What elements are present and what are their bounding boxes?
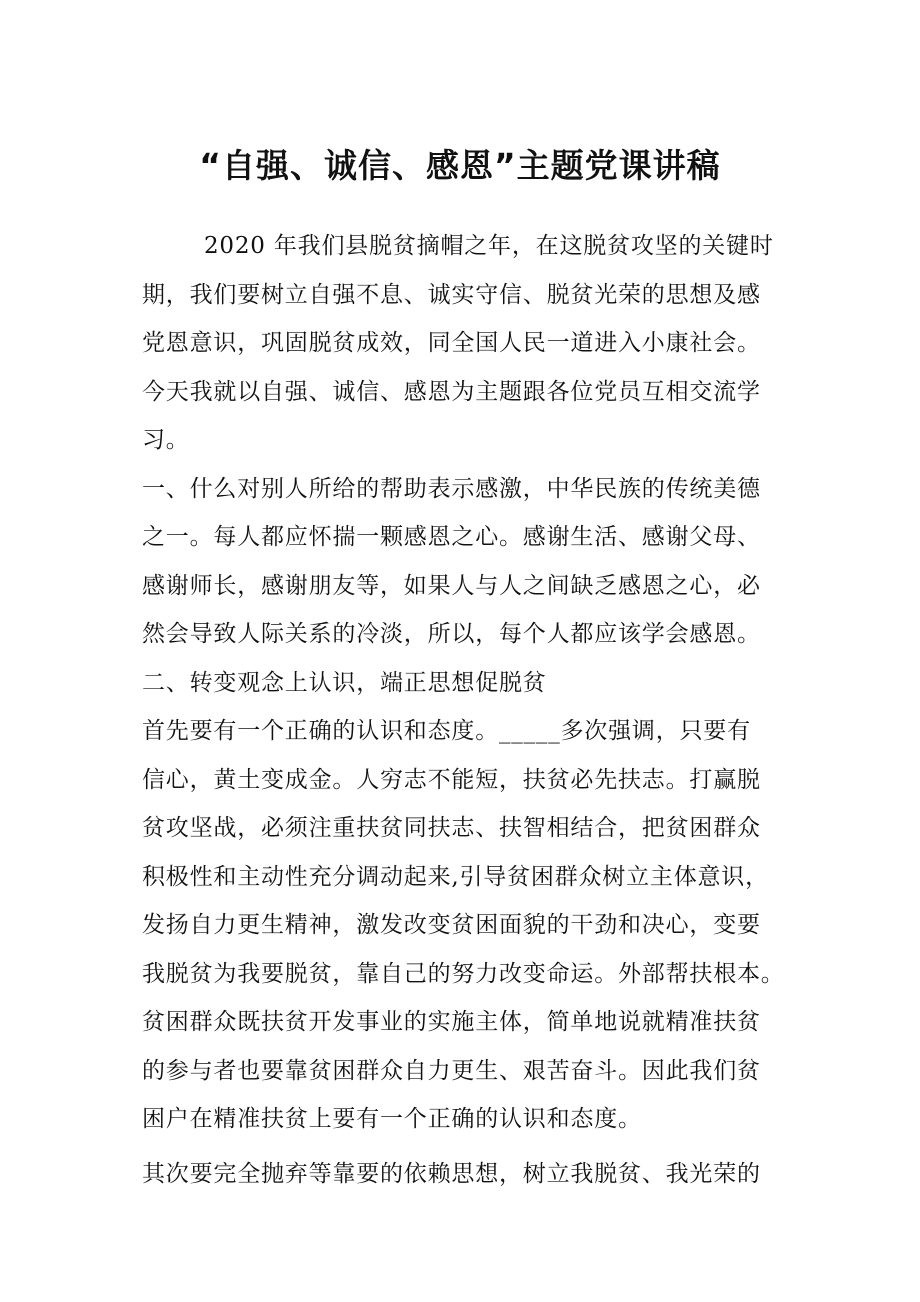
paragraph-line: 首先要有一个正确的认识和态度。_____多次强调，只要有 [142,718,751,744]
document-body [142,222,802,1198]
paragraph-line: 期，我们要树立自强不息、诚实守信、脱贫光荣的思想及感 [142,281,761,308]
paragraph-line: 之一。每人都应怀揣一颗感恩之心。感谢生活、感谢父母、 [142,524,761,550]
paragraph-line: 的参与者也要靠贫困群众自力更生、艰苦奋斗。因此我们贫 [142,1057,761,1084]
paragraph-line: 我脱贫为我要脱贫，靠自己的努力改变命运。外部帮扶根本。 [142,960,785,987]
paragraph-line: 今天我就以自强、诚信、感恩为主题跟各位党员互相交流学 [142,378,761,405]
paragraph-line: 党恩意识，巩固脱贫成效，同全国人民一道进入小康社会。 [142,330,761,356]
paragraph-line: 习。 [142,427,190,453]
paragraph-line: 发扬自力更生精神，激发改变贫困面貌的干劲和决心，变要 [142,912,761,938]
section-heading-line: 一、什么对别人所给的帮助表示感激，中华民族的传统美德 [142,475,761,502]
paragraph-line: 感谢师长，感谢朋友等，如果人与人之间缺乏感恩之心，必 [142,572,761,599]
paragraph-line: 然会导致人际关系的冷淡，所以，每个人都应该学会感恩。 [142,621,761,647]
paragraph-line: 信心，黄土变成金。人穷志不能短，扶贫必先扶志。打赢脱 [142,766,761,793]
paragraph-line: 贫困群众既扶贫开发事业的实施主体，简单地说就精准扶贫 [142,1009,761,1035]
paragraph-line: 2020 年我们县脱贫摘帽之年，在这脱贫攻坚的关键时 [204,233,774,259]
paragraph-line: 贫攻坚战，必须注重扶贫同扶志、扶智相结合，把贫困群众 [142,815,761,841]
paragraph-line: 困户在精准扶贫上要有一个正确的认识和态度。 [142,1106,642,1132]
section-heading: 二、转变观念上认识，端正思想促脱贫 [142,669,547,696]
document-title: “自强、诚信、感恩”主题党课讲稿 [199,146,721,185]
paragraph-line: 其次要完全抛弃等靠要的依赖思想，树立我脱贫、我光荣的 [142,1160,761,1187]
paragraph-line: 积极性和主动性充分调动起来,引导贫困群众树立主体意识， [142,863,769,890]
